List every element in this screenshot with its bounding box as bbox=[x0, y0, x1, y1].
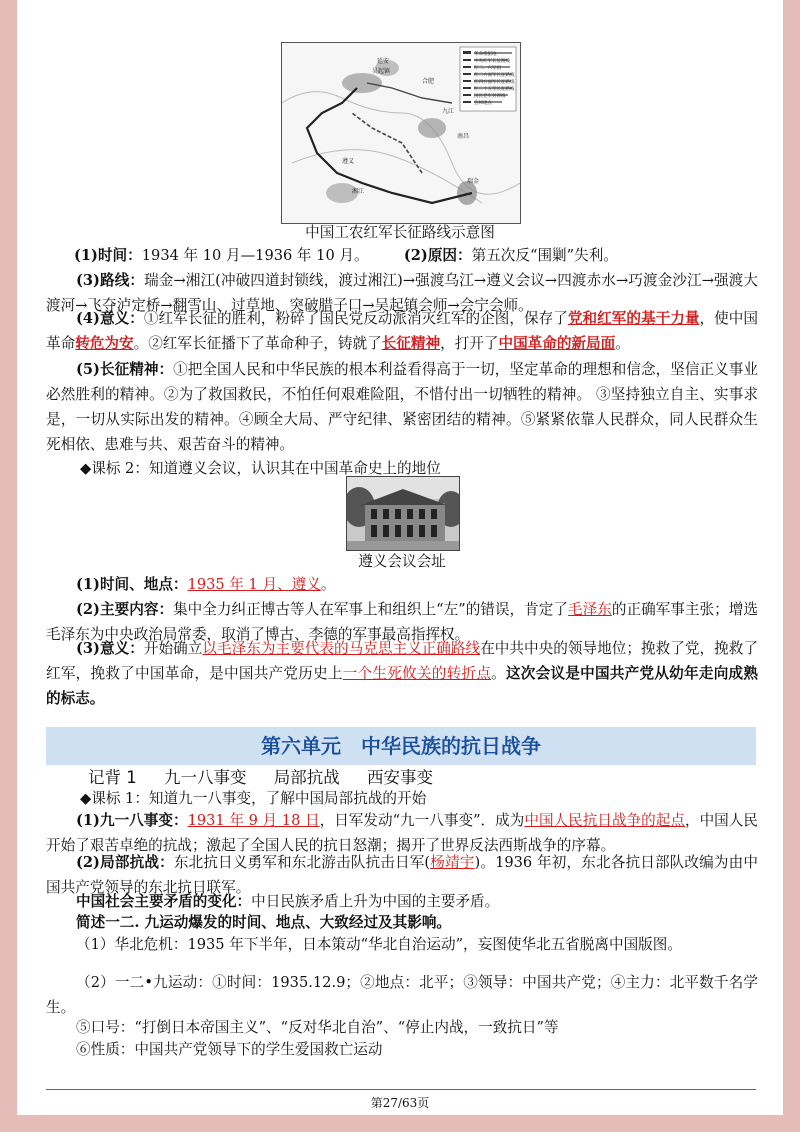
map-drawing bbox=[282, 43, 520, 223]
zunyi-time-value: 1935 年 1 月、遵义 bbox=[187, 576, 321, 593]
unit-6-banner: 第六单元 中华民族的抗日战争 bbox=[46, 727, 756, 765]
page-number: 第27/63页 bbox=[370, 1096, 430, 1110]
zunyi-meaning-bold: 这次会议是中国共产党从幼年走向成熟的标志。 bbox=[46, 665, 758, 707]
meaning-text-a: ①红军长征的胜利，粉碎了国民党反动派消灭红军的企图，保存了 bbox=[143, 310, 568, 327]
zunyi-site-photo bbox=[346, 476, 460, 551]
zunyi-meaning-b: 在中共中央的领导地位；挽救了党，挽救了红军，挽救了中国革命，是中国共产党历史上 bbox=[46, 640, 758, 682]
event-918-text-b: ，中国人民开始了艰苦卓绝的抗战；激起了全国人民的抗日怒潮；揭开了世界反法西斯战争的序幕。 bbox=[46, 812, 758, 854]
map-place-label: 遵义 bbox=[342, 158, 355, 165]
movement-slogan: ⑤口号：“打倒日本帝国主义”、“反对华北自治”、“停止内战，一致抗日”等 bbox=[76, 1019, 559, 1036]
sub-item-3: 局部抗战 bbox=[273, 768, 340, 787]
reason-value: 第五次反“围剿”失利。 bbox=[471, 247, 618, 264]
question-129: 简述一二. 九运动爆发的时间、地点、大致经过及其影响。 bbox=[76, 914, 452, 931]
map-place-label: 湘江 bbox=[352, 188, 365, 195]
map-legend-entry: 国民党军封锁线 bbox=[474, 94, 506, 99]
photo-drawing bbox=[347, 477, 459, 550]
footer-divider bbox=[46, 1089, 756, 1090]
longmarch-time-reason bbox=[46, 243, 758, 268]
zunyi-meaning bbox=[46, 636, 758, 711]
spirit-value: ①把全国人民和中华民族的根本利益看得高于一切，坚定革命的理想和信念，坚信正义事业必然胜利的精神。②为了救国救民，不怕任何艰难险阻，不惜付出一切牺牲的精神。 ③坚持独立自主、实事求是，一切从实际出发的精神。④顾全大局、严守纪律、紧密团结的精神。⑤紧紧依靠人民群众，同人民群众生死相依、患难与共、艰苦奋斗的精神。 bbox=[46, 361, 758, 453]
movement-nature: ⑥性质：中国共产党领导下的学生爱国救亡运动 bbox=[76, 1041, 383, 1058]
sub-item-1: 记背 1 bbox=[88, 768, 137, 787]
zunyi-meaning-c: 。 bbox=[491, 665, 506, 682]
local-resistance-b: )。1936 年初，东北各抗日部队改编为由中国共产党领导的东北抗日联军。 bbox=[46, 854, 758, 896]
sub-item-2: 九一八事变 bbox=[164, 768, 247, 787]
longmarch-meaning bbox=[46, 306, 758, 356]
map-place-label: 合肥 bbox=[422, 78, 435, 85]
map-place-label: 九江 bbox=[442, 108, 455, 115]
event-918-label: (1)九一八事变： bbox=[76, 812, 188, 829]
map-legend-entry: 红二十五军长征路线 bbox=[474, 87, 515, 92]
map-place-label: 延安 bbox=[377, 58, 390, 65]
photo-caption: 遵义会议会址 bbox=[358, 553, 446, 570]
meaning-highlight-2: 转危为安 bbox=[75, 335, 134, 352]
sub-item-4: 西安事变 bbox=[367, 768, 433, 787]
map-place-label: 瑞金 bbox=[467, 178, 480, 185]
meaning-highlight-4: 中国革命的新局面 bbox=[498, 335, 616, 352]
meaning-text-b: ，使中国革命 bbox=[46, 310, 758, 352]
zunyi-meaning-highlight-2: 一个生死攸关的转折点 bbox=[342, 665, 492, 682]
zunyi-meaning-highlight-1: 以毛泽东为主要代表的马克思主义正确路线 bbox=[202, 640, 481, 657]
meaning-highlight-3: 长征精神 bbox=[381, 335, 441, 352]
kebiao-2-text: ◆课标 2：知道遵义会议，认识其在中国革命史上的地位 bbox=[80, 460, 441, 477]
longmarch-spirit bbox=[46, 357, 758, 457]
contradiction-label: 中国社会主要矛盾的变化： bbox=[76, 893, 252, 910]
map-legend-entry: 红二方面军长征路线 bbox=[474, 73, 515, 78]
movement-129: （2）一二•九运动：①时间：1935.12.9；②地点：北平；③领导：中国共产党；④主力：北平数千名学生。 bbox=[46, 974, 758, 1016]
local-resistance-label: (2)局部抗战： bbox=[76, 854, 174, 871]
contradiction-value: 中日民族矛盾上升为中国的主要矛盾。 bbox=[251, 893, 500, 910]
route-value: 瑞金→湘江(冲破四道封锁线，渡过湘江)→强渡乌江→遵义会议→四渡赤水→巧渡金沙江→强渡大渡河→飞夺泸定桥→翻雪山、过草地、突破腊子口→吴起镇会师→会宁会师。 bbox=[46, 272, 758, 314]
map-legend-entry: 红四方面军长征路线 bbox=[474, 80, 515, 85]
event-918-text-a: ，日军发动“九一八事变”．成为 bbox=[319, 812, 525, 829]
route-label: (3)路线： bbox=[76, 272, 145, 289]
meaning-text-c: 。②红军长征播下了革命种子，铸就了 bbox=[133, 335, 382, 352]
zunyi-content-a: 集中全力纠正博古等人在军事上和组织上“左”的错误，肯定了 bbox=[173, 601, 568, 618]
map-legend-entry: 会师地点 bbox=[474, 101, 492, 106]
local-resistance-highlight: 杨靖宇 bbox=[430, 854, 475, 871]
map-place-label: 南昌 bbox=[457, 133, 470, 140]
zunyi-content-b: 的正确军事主张；增选毛泽东为中央政治局常委，取消了博古、李德的军事最高指挥权。 bbox=[46, 601, 758, 643]
zunyi-time-label: (1)时间、地点： bbox=[76, 576, 188, 593]
local-resistance-a: 东北抗日义勇军和东北游击队抗击日军( bbox=[173, 854, 431, 871]
map-caption: 中国工农红军长征路线示意图 bbox=[305, 224, 495, 241]
meaning-label: (4)意义： bbox=[76, 310, 144, 327]
spirit-label: (5)长征精神： bbox=[76, 361, 174, 378]
zunyi-time bbox=[46, 572, 758, 597]
event-918-highlight: 中国人民抗日战争的起点 bbox=[524, 812, 685, 829]
meaning-highlight-1: 党和红军的基干力量 bbox=[567, 310, 700, 327]
time-value: 1934 年 10 月—1936 年 10 月。 bbox=[141, 247, 369, 264]
zunyi-meaning-label: (3)意义： bbox=[76, 640, 144, 657]
meaning-text-e: 。 bbox=[615, 335, 630, 352]
north-china-crisis: （1）华北危机：1935 年下半年，日本策动“华北自治运动”，妄图使华北五省脱离中国版图。 bbox=[76, 936, 682, 953]
reason-label: (2)原因： bbox=[403, 247, 472, 264]
meaning-text-d: ，打开了 bbox=[440, 335, 499, 352]
zunyi-meaning-a: 开始确立 bbox=[143, 640, 203, 657]
map-legend-entry: 革命根据地 bbox=[474, 52, 497, 57]
time-label: (1)时间： bbox=[74, 247, 142, 264]
map-legend-entry: 红二、六军团 bbox=[474, 66, 501, 71]
map-legend-entry: 中央红军长征路线 bbox=[474, 59, 510, 64]
long-march-map-image bbox=[281, 42, 521, 224]
zunyi-content-label: (2)主要内容： bbox=[76, 601, 174, 618]
zunyi-time-end: 。 bbox=[320, 576, 336, 593]
zunyi-content-highlight: 毛泽东 bbox=[568, 601, 612, 618]
map-place-label: 吴起镇 bbox=[372, 68, 391, 75]
event-918-date: 1931 年 9 月 18 日 bbox=[187, 812, 320, 829]
kebiao-1-text: ◆课标 1：知道九一八事变，了解中国局部抗战的开始 bbox=[80, 790, 427, 807]
